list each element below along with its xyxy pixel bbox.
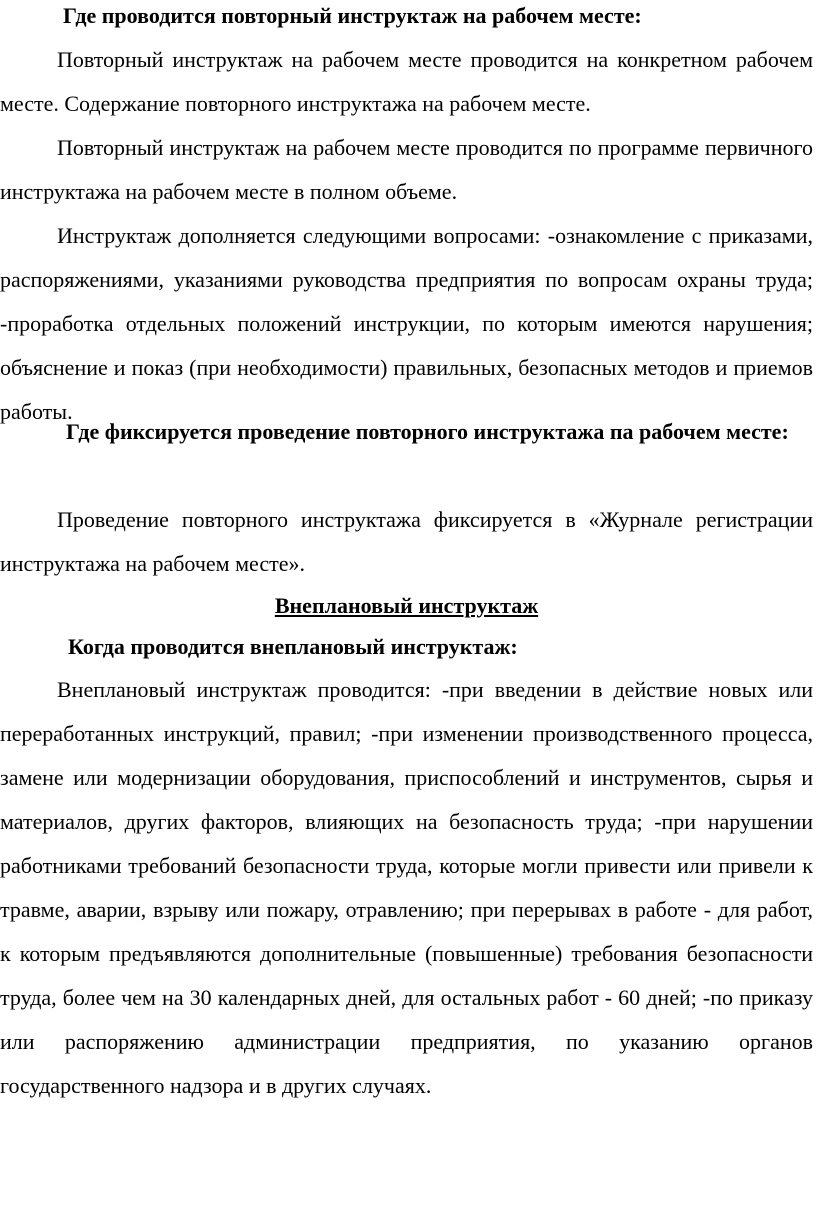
section-repeat-briefing-record bbox=[0, 498, 813, 586]
paragraph-repeat-briefing-program: Повторный инструктаж на рабочем месте проводится по программе первичного инструктажа на рабочем месте в полном объеме. bbox=[0, 135, 813, 204]
section-repeat-briefing bbox=[0, 38, 813, 434]
paragraph-unscheduled-briefing-cases: Внеплановый инструктаж проводится: -при введении в действие новых или переработанных инструкций, правил; -при изменении производственного процесса, замене или модернизации оборудования, приспособлений и инструментов, сырья и материалов, других факторов, влияющих на безопасность труда; -при нарушении работниками требований безопасности труда, которые могли привести или привели к травме, аварии, взрыву или пожару, отравлению; при перерывах в работе - для работ, к которым предъявляются дополнительные (повышенные) требования безопасности труда, более чем на 30 календарных дней, для остальных работ - 60 дней; -по приказу или распоряжению администрации предприятия, по указанию органов государственного надзора и в других случаях. bbox=[0, 677, 813, 1098]
section-title-unscheduled-briefing: Внеплановый инструктаж bbox=[274, 593, 539, 618]
paragraph-briefing-questions: Инструктаж дополняется следующими вопросами: -ознакомление с приказами, распоряжениями, указаниями руководства предприятия по вопросам охраны труда; -проработка отдельных положений инструкции, по которым имеются нарушения; объяснение и показ (при необходимости) правильных, безопасных методов и приемов работы. bbox=[0, 223, 813, 424]
heading-unscheduled-briefing-when: Когда проводится внеплановый инструктаж: bbox=[68, 634, 518, 659]
heading-repeat-briefing-record: Где фиксируется проведение повторного инструктажа па рабочем месте: bbox=[66, 419, 789, 444]
section-unscheduled-briefing bbox=[0, 668, 813, 1108]
heading-repeat-briefing-where: Где проводится повторный инструктаж на рабочем месте: bbox=[63, 3, 642, 28]
paragraph-repeat-briefing-place: Повторный инструктаж на рабочем месте проводится на конкретном рабочем месте. Содержание повторного инструктажа на рабочем месте. bbox=[0, 47, 813, 116]
paragraph-journal-record: Проведение повторного инструктажа фиксируется в «Журнале регистрации инструктажа на рабочем месте». bbox=[0, 507, 813, 576]
